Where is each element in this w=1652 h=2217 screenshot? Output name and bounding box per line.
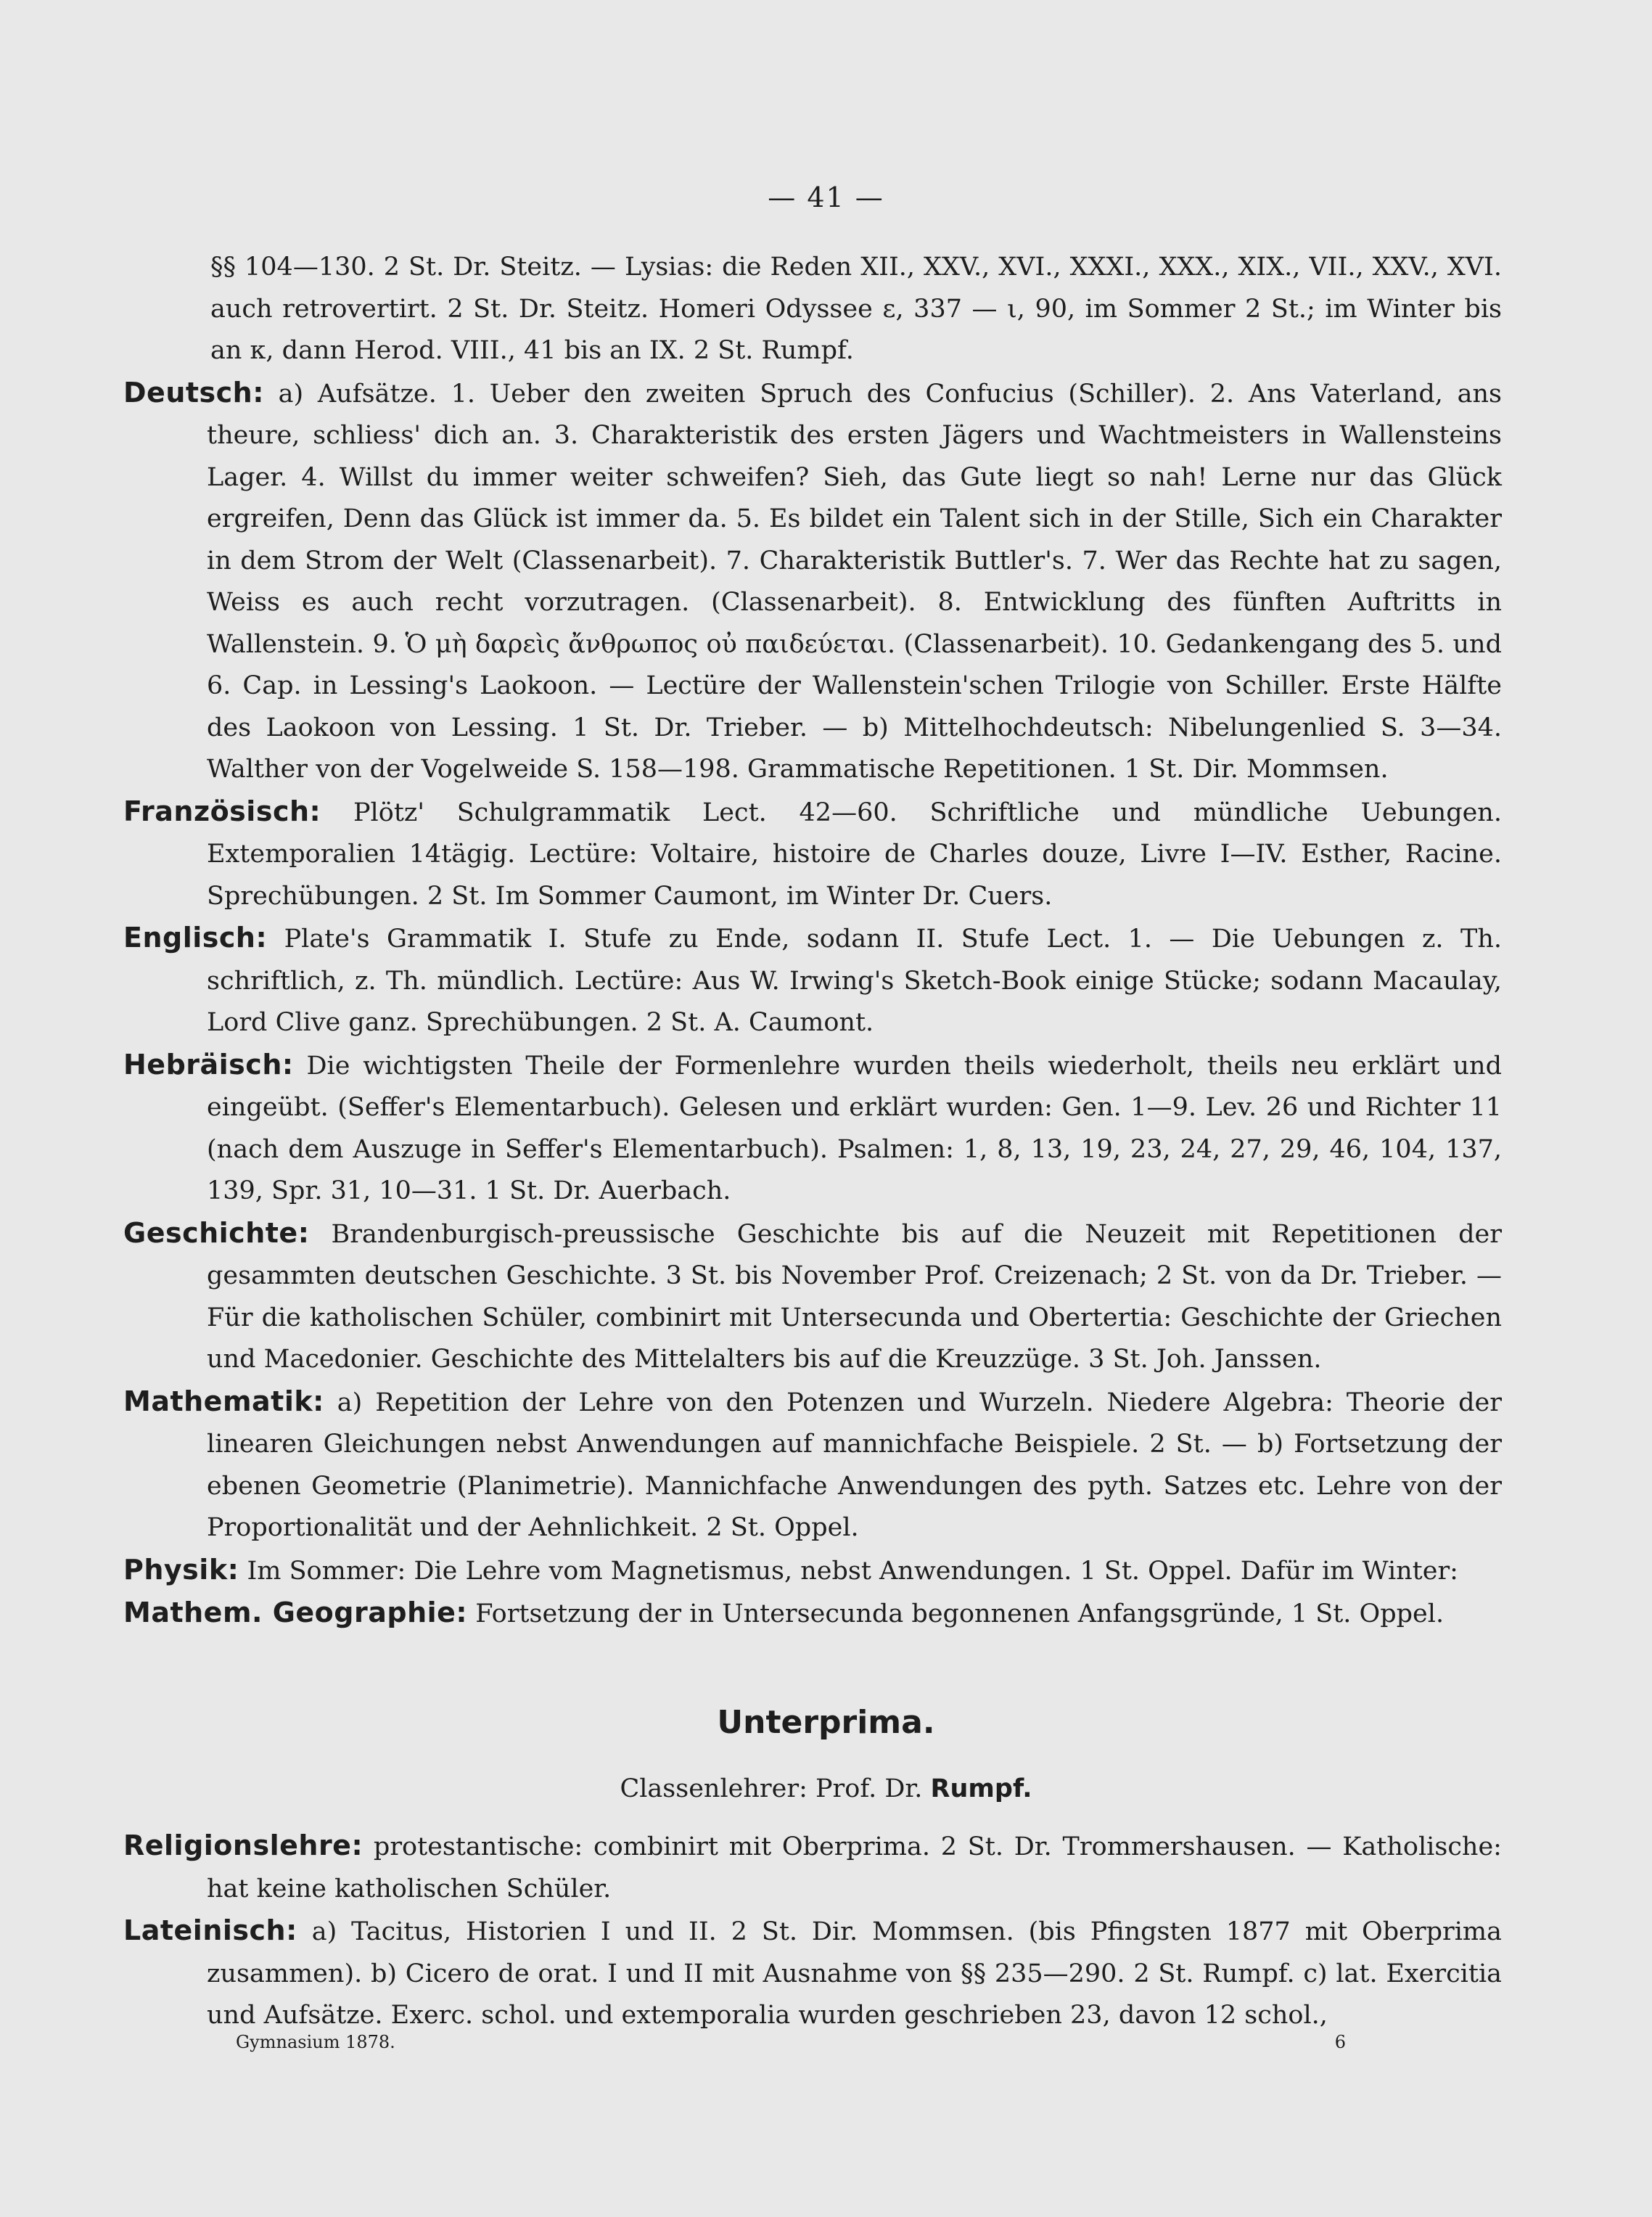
subject-entry-englisch (123, 917, 1502, 1044)
subject-entry-physik (123, 1549, 1502, 1593)
subject-label: Deutsch: (123, 376, 264, 409)
subject-label: Hebräisch: (123, 1048, 294, 1081)
entry-text: Plate's Grammatik I. Stufe zu Ende, sodann II. Stufe Lect. 1. — Die Uebungen z. Th. schriftlich, z. Th. mündlich. Lectüre: Aus W. Irwing's Sketch-Book einige Stücke; sodann Macaulay, Lord Clive ganz. Sprechübungen. 2 St. A. Caumont. (207, 925, 1502, 1037)
class-teacher-name: Rumpf. (930, 1774, 1032, 1803)
subject-label: Geschichte: (123, 1216, 310, 1249)
footer-signature: Gymnasium 1878. (236, 2032, 395, 2052)
subject-entry-hebraeisch (123, 1044, 1502, 1213)
entry-text: a) Tacitus, Historien I und II. 2 St. Dir. Mommsen. (bis Pfingsten 1877 mit Oberprima zusammen). b) Cicero de orat. I und II mit Ausnahme von §§ 235—290. 2 St. Rumpf. c) lat. Exercitia und Aufsätze. Exerc. schol. und extemporalia wurden geschrieben 23, davon 12 schol., (207, 1917, 1502, 2030)
section-title: Unterprima. (717, 1704, 935, 1741)
subject-label: Lateinisch: (123, 1914, 297, 1946)
subject-label: Mathematik: (123, 1385, 324, 1417)
bottom-section (123, 1825, 1502, 2037)
entry-text: Plötz' Schulgrammatik Lect. 42—60. Schriftliche und mündliche Uebungen. Extemporalien 14tägig. Lectüre: Voltaire, histoire de Charles douze, Livre I—IV. Esther, Racine. Sprechübungen. 2 St. Im Sommer Caumont, im Winter Dr. Cuers. (207, 798, 1502, 911)
entry-text: protestantische: combinirt mit Oberprima. 2 St. Dr. Trommershausen. — Katholische: hat keine katholischen Schüler. (207, 1832, 1502, 1903)
entry-text: Die wichtigsten Theile der Formenlehre wurden theils wiederholt, theils neu erklärt und eingeübt. (Seffer's Elementarbuch). Gelesen und erklärt wurden: Gen. 1—9. Lev. 26 und Richter 11 (nach dem Auszuge in Seffer's Elementarbuch). Psalmen: 1, 8, 13, 19, 23, 24, 27, 29, 46, 104, 137, 139, Spr. 31, 10—31. 1 St. Dr. Auerbach. (207, 1051, 1502, 1205)
subject-entry-mathem-geographie (123, 1592, 1502, 1636)
sheet-number: 6 (1334, 2032, 1346, 2052)
top-section (123, 247, 1502, 1636)
page-footer (236, 2032, 1346, 2052)
page-number: — 41 — (768, 181, 884, 213)
entry-text: a) Repetition der Lehre von den Potenzen und Wurzeln. Niedere Algebra: Theorie der linearen Gleichungen nebst Anwendungen auf mannichfache Beispiele. 2 St. — b) Fortsetzung der ebenen Geometrie (Planimetrie). Mannichfache Anwendungen des pyth. Satzes etc. Lehre von der Proportionalität und der Aehnlichkeit. 2 St. Oppel. (207, 1388, 1502, 1542)
subject-entry-mathematik (123, 1381, 1502, 1549)
subject-entry-religionslehre (123, 1825, 1502, 1910)
subject-label: Mathem. Geographie: (123, 1597, 468, 1628)
subject-entry-lateinisch (123, 1910, 1502, 2037)
subject-label: Französisch: (123, 795, 321, 827)
entry-text: §§ 104—130. 2 St. Dr. Steitz. — Lysias: die Reden XII., XXV., XVI., XXXI., XXX., XIX., VII., XXV., XVI. auch retrovertirt. 2 St. Dr. Steitz. Homeri Odyssee ε, 337 — ι, 90, im Sommer 2 St.; im Winter bis an κ, dann Herod. VIII., 41 bis an IX. 2 St. Rumpf. (210, 253, 1502, 365)
subject-entry-geschichte (123, 1213, 1502, 1381)
subject-entry-franzoesisch (123, 791, 1502, 918)
continued-paragraph (123, 247, 1502, 372)
entry-text: Brandenburgisch-preussische Geschichte bis auf die Neuzeit mit Repetitionen der gesammten deutschen Geschichte. 3 St. bis November Prof. Creizenach; 2 St. von da Dr. Trieber. — Für die katholischen Schüler, combinirt mit Untersecunda und Obertertia: Geschichte der Griechen und Macedonier. Geschichte des Mittelalters bis auf die Kreuzzüge. 3 St. Joh. Janssen. (207, 1219, 1502, 1374)
subject-entry-deutsch (123, 372, 1502, 791)
subject-label: Physik: (123, 1553, 239, 1586)
subject-label: Englisch: (123, 922, 268, 954)
class-teacher-line (0, 1774, 1652, 1803)
entry-text: Im Sommer: Die Lehre vom Magnetismus, nebst Anwendungen. 1 St. Oppel. Dafür im Winter: (247, 1556, 1458, 1586)
entry-text: a) Aufsätze. 1. Ueber den zweiten Spruch des Confucius (Schiller). 2. Ans Vaterland, ans theure, schliess' dich an. 3. Charakteristik des ersten Jägers und Wachtmeisters in Wallensteins Lager. 4. Willst du immer weiter schweifen? Sieh, das Gute liegt so nah! Lerne nur das Glück ergreifen, Denn das Glück ist immer da. 5. Es bildet ein Talent sich in der Stille, Sich ein Charakter in dem Strom der Welt (Classenarbeit). 7. Charakteristik Buttler's. 7. Wer das Rechte hat zu sagen, Weiss es auch recht vorzutragen. (Classenarbeit). 8. Entwicklung des fünften Auftritts in Wallenstein. 9. Ὁ μὴ δαρεὶς ἄνθρωπος οὐ παιδεύεται. (Classenarbeit). 10. Gedankengang des 5. und 6. Cap. in Lessing's Laokoon. — Lectüre der Wallenstein'schen Trilogie von Schiller. Erste Hälfte des Laokoon von Lessing. 1 St. Dr. Trieber. — b) Mittelhochdeutsch: Nibelungenlied S. 3—34. Walther von der Vogelweide S. 158—198. Grammatische Repetitionen. 1 St. Dir. Mommsen. (207, 379, 1502, 784)
subject-label: Religionslehre: (123, 1829, 363, 1861)
class-teacher-label: Classenlehrer: Prof. Dr. (620, 1774, 923, 1803)
entry-text: Fortsetzung der in Untersecunda begonnenen Anfangsgründe, 1 St. Oppel. (475, 1599, 1445, 1628)
